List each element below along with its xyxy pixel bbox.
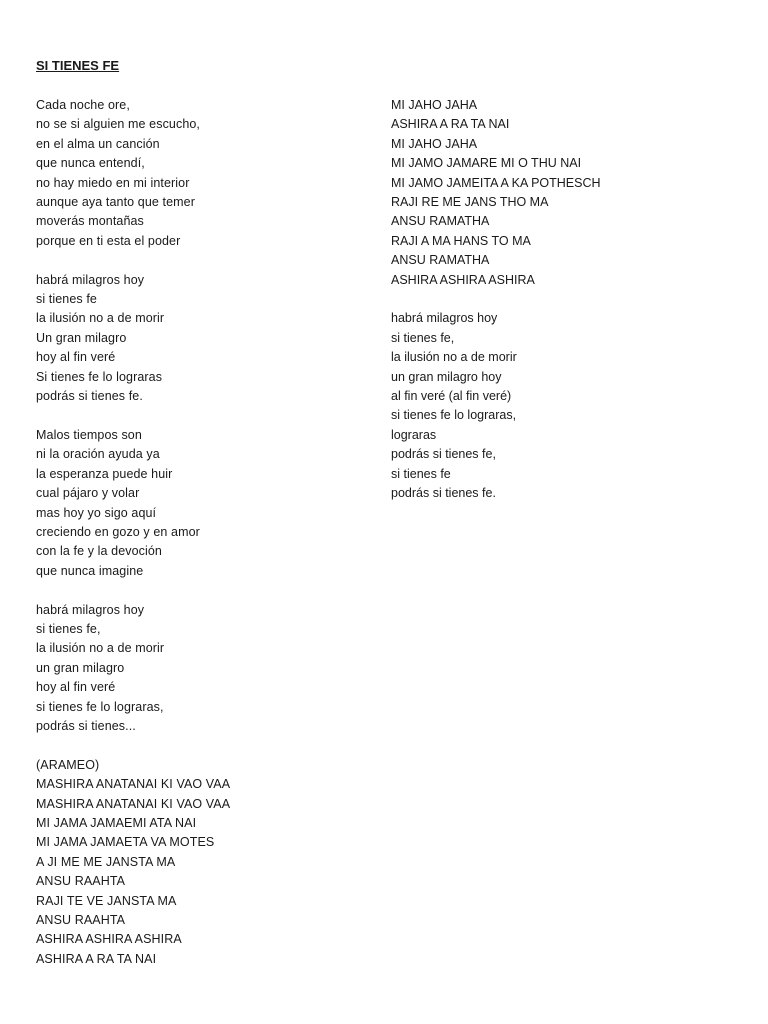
lyric-line: la esperanza puede huir [36,466,173,481]
lyric-line: ASHIRA ASHIRA ASHIRA [36,932,182,947]
lyric-line: que nunca imagine [36,563,144,578]
lyric-line: habrá milagros hoy [36,272,145,287]
lyric-line: moverás montañas [36,214,144,229]
lyric-line: que nunca entendí, [36,156,145,171]
lyric-line: Malos tiempos son [36,427,142,442]
lyric-line: hoy al fin veré [36,680,116,695]
lyric-line: ni la oración ayuda ya [36,447,160,462]
lyric-line: podrás si tienes... [36,718,136,733]
lyric-line: ASHIRA ASHIRA ASHIRA [391,272,535,287]
lyric-line: MI JAMO JAMARE MI O THU NAI [391,156,582,171]
right-column [391,96,741,523]
lyric-line: la ilusión no a de morir [36,641,165,656]
lyric-line: podrás si tienes fe. [36,389,143,404]
lyric-line: si tienes fe, [36,621,101,636]
lyric-line: habrá milagros hoy [36,602,145,617]
lyric-line: Cada noche ore, [36,98,130,112]
lyric-line: MI JAMA JAMAETA VA MOTES [36,835,215,850]
lyric-line: ASHIRA A RA TA NAI [391,117,510,132]
lyric-line: MI JAHO JAHA [391,98,478,112]
lyric-line: ASHIRA A RA TA NAI [36,951,157,966]
lyric-line: RAJI RE ME JANS THO MA [391,195,549,210]
lyric-line: si tienes fe, [391,330,455,345]
stanza [36,96,366,251]
lyric-line: ANSU RAAHTA [36,913,126,927]
left-column [36,96,366,989]
lyric-line: si tienes fe lo lograras, [36,699,164,714]
stanza [36,756,366,969]
lyric-line: un gran milagro hoy [391,369,502,384]
lyric-line: Si tienes fe lo lograras [36,369,163,384]
lyric-line: no hay miedo en mi interior [36,175,190,190]
stanza [391,309,741,503]
lyric-line: podrás si tienes fe. [391,486,496,501]
lyric-line: A JI ME ME JANSTA MA [36,854,176,869]
lyric-line: (ARAMEO) [36,757,100,772]
lyric-line: habrá milagros hoy [391,311,498,326]
lyric-line: si tienes fe [391,466,451,481]
stanza [36,426,366,581]
lyric-line: MASHIRA ANATANAI KI VAO VAA [36,796,231,811]
lyric-line: podrás si tienes fe, [391,447,496,462]
lyric-line: MI JAMO JAMEITA A KA POTHESCH [391,175,601,190]
lyric-line: un gran milagro [36,660,125,675]
lyric-line: porque en ti esta el poder [36,233,181,248]
lyric-line: lograras [391,427,437,442]
stanza [36,271,366,407]
lyric-line: Un gran milagro [36,330,127,345]
lyric-line: al fin veré (al fin veré) [391,389,512,404]
lyric-line: si tienes fe [36,292,97,307]
lyric-line: aunque aya tanto que temer [36,195,195,210]
lyric-line: ANSU RAMATHA [391,253,490,268]
lyric-line: MI JAMA JAMAEMI ATA NAI [36,815,197,830]
lyric-line: RAJI A MA HANS TO MA [391,233,531,248]
lyric-line: si tienes fe lo lograras, [391,408,517,423]
lyric-line: no se si alguien me escucho, [36,117,201,132]
stanza [36,601,366,737]
lyric-line: con la fe y la devoción [36,544,162,559]
lyric-line: RAJI TE VE JANSTA MA [36,893,177,908]
lyric-line: la ilusión no a de morir [36,311,165,326]
lyric-line: hoy al fin veré [36,350,116,365]
lyric-line: ANSU RAAHTA [36,874,126,889]
lyric-line: en el alma un canción [36,136,160,151]
lyric-line: la ilusión no a de morir [391,350,517,365]
lyric-line: ANSU RAMATHA [391,214,490,229]
lyric-line: MASHIRA ANATANAI KI VAO VAA [36,777,231,792]
lyric-line: creciendo en gozo y en amor [36,524,200,539]
lyric-line: MI JAHO JAHA [391,136,478,151]
document-title: SI TIENES FE [36,58,120,73]
stanza [391,96,741,290]
lyric-line: cual pájaro y volar [36,486,140,501]
lyric-line: mas hoy yo sigo aquí [36,505,157,520]
